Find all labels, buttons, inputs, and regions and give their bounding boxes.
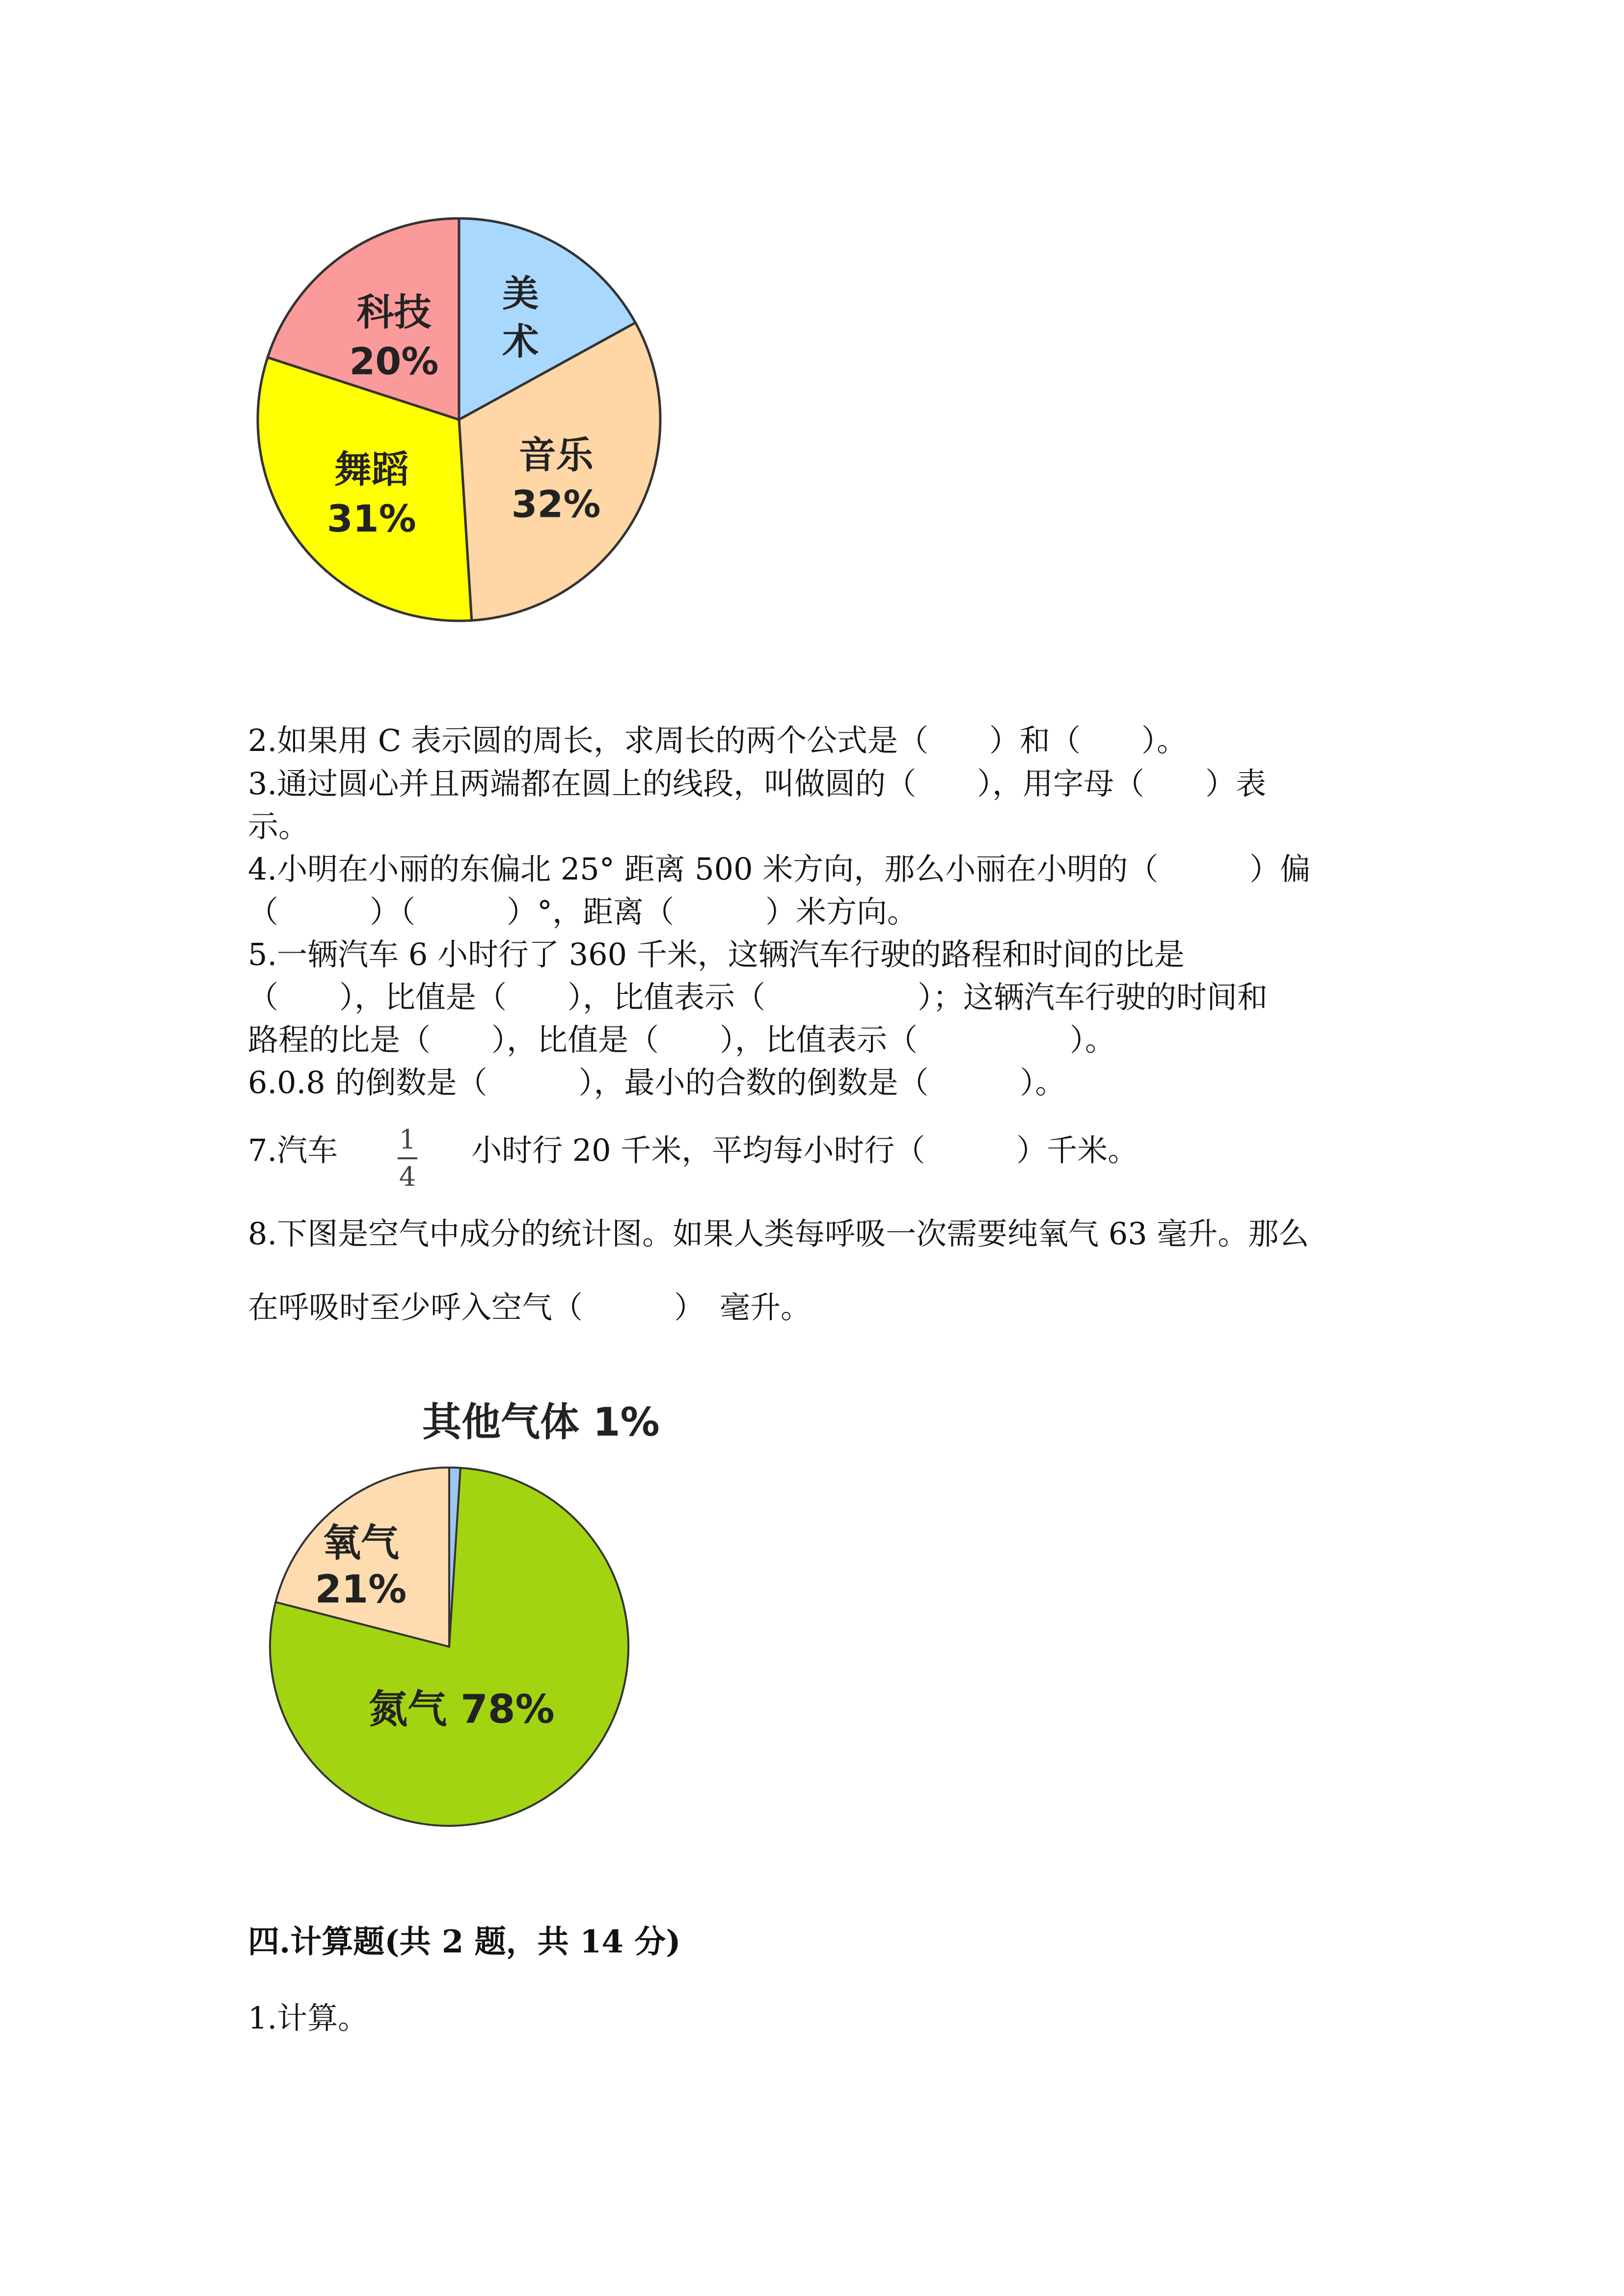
fraction-bar [398,1157,417,1159]
question-7-suffix: 小时行 20 千米，平均每小时行（ ）千米。 [471,1132,1138,1168]
pie-label-1-name: 音乐 [518,433,594,477]
air-label-oxygen-pct: 21% [315,1568,407,1612]
air-label-oxygen-name: 氧气 [322,1521,400,1565]
question-3-line-1: 3.通过圆心并且两端都在圆上的线段，叫做圆的（ ），用字母（ ）表 [248,766,1267,801]
question-2: 2.如果用 C 表示圆的周长，求周长的两个公式是（ ）和（ ）。 [248,722,1188,758]
pie-label-0-line2: 术 [502,320,539,363]
pie-label-0-line1: 美 [502,272,539,315]
air-composition-pie-chart [255,1399,746,1841]
pie-label-2-pct: 31% [326,497,416,541]
question-8-line-2: 在呼吸时至少呼入空气（ ） 毫升。 [248,1289,812,1325]
question-5-line-2: （ ），比值是（ ），比值表示（ ）；这辆汽车行驶的时间和 [248,979,1268,1015]
fraction-numerator: 1 [399,1124,416,1155]
pie-label-3-name: 科技 [356,290,432,334]
section-4-title: 四.计算题(共 2 题，共 14 分) [248,1923,681,1960]
question-4-line-1: 4.小明在小丽的东偏北 25° 距离 500 米方向，那么小丽在小明的（ ）偏 [248,851,1311,887]
air-label-nitrogen: 氮气 78% [368,1686,555,1732]
question-5-line-3: 路程的比是（ ），比值是（ ），比值表示（ ）。 [248,1022,1116,1058]
question-6: 6.0.8 的倒数是（ ），最小的合数的倒数是（ ）。 [248,1065,1066,1100]
fraction-denominator: 4 [399,1161,416,1192]
interest-pie-svg [253,216,665,628]
section-4-question-1: 1.计算。 [248,2000,369,2036]
air-pie-svg [255,1399,746,1841]
interest-pie-chart [253,216,665,628]
question-5-line-1: 5.一辆汽车 6 小时行了 360 千米，这辆汽车行驶的路程和时间的比是 [248,936,1185,972]
question-7-prefix: 7.汽车 [248,1132,338,1168]
question-4-line-2: （ ）（ ）°，距离（ ）米方向。 [248,894,918,930]
air-label-other-gas: 其他气体 1% [422,1399,660,1445]
pie-label-1-pct: 32% [511,482,601,526]
question-8-line-1: 8.下图是空气中成分的统计图。如果人类每呼吸一次需要纯氧气 63 毫升。那么 [248,1216,1309,1252]
pie-label-3-pct: 20% [349,339,439,383]
question-3-line-2: 示。 [248,808,309,844]
pie-label-2-name: 舞蹈 [334,448,409,492]
